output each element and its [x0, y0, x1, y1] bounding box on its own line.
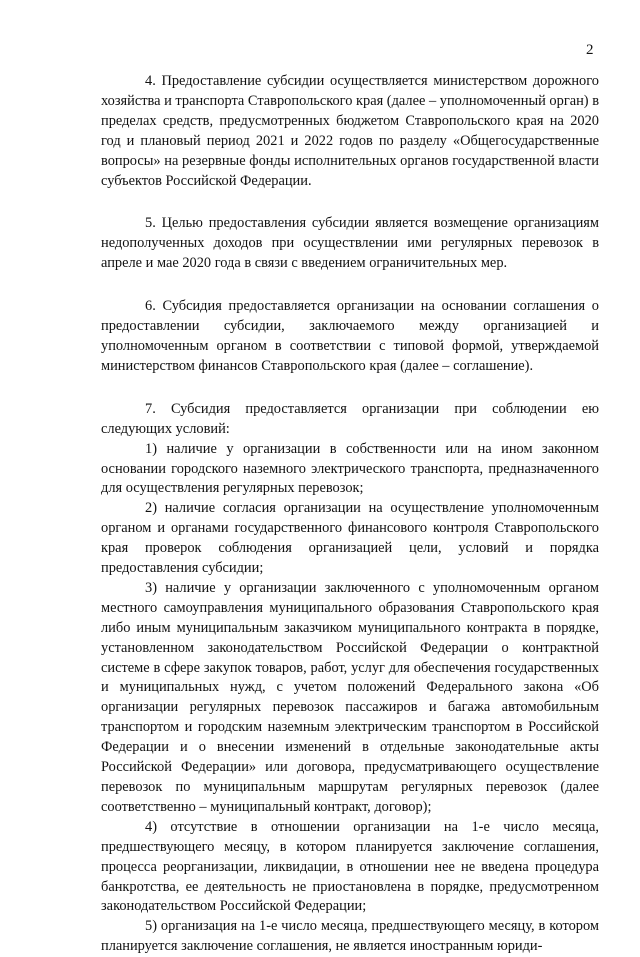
paragraph-5: 5. Целью предоставления субсидии является возмещение организациям недополученных доходов при осуществлении ими регулярных перевозок в апреле и мае 2020 года в связи с введением ограничительных мер. [101, 215, 599, 272]
paragraph-4: 4. Предоставление субсидии осуществляется министерством дорожного хозяйства и транспорта Ставропольского края (далее – уполномоченный орган) в пределах средств, предусмотренных бюджетом Ставропольского края на 2020 год и плановый период 2021 и 2022 годов по разделу «Общегосударственные вопросы» на резервные фонды исполнительных органов государственной власти субъектов Российской Федерации. [101, 73, 599, 189]
condition-2: 2) наличие согласия организации на осуществление уполномоченным органом и органами государственного финансового контроля Ставропольского края проверок соблюдения организацией цели, условий и порядка предоставления субсидии; [101, 500, 599, 577]
page-number: 2 [586, 42, 594, 58]
condition-1: 1) наличие у организации в собственности или на ином законном основании городского наземного электрического транспорта, предназначенного для осуществления регулярных перевозок; [101, 440, 599, 497]
document-body [101, 72, 599, 957]
paragraph-7: 7. Субсидия предоставляется организации при соблюдении ею следующих условий: [101, 400, 599, 437]
paragraph-6: 6. Субсидия предоставляется организации на основании соглашения о предоставлении субсидии, заключаемого между организацией и уполномоченным органом в соответствии с типовой формой, утверждаемой министерством финансов Ставропольского края (далее – соглашение). [101, 298, 599, 374]
condition-4: 4) отсутствие в отношении организации на 1-е число месяца, предшествующего месяцу, в котором планируется заключение соглашения, процесса реорганизации, ликвидации, в отношении нее не введена процедура банкротства, ее деятельность не приостановлена в порядке, предусмотренном законодательством Российской Федерации; [101, 818, 599, 915]
condition-5: 5) организация на 1-е число месяца, предшествующего месяцу, в котором планируется заключение соглашения, не является иностранным юриди- [101, 918, 599, 955]
condition-3: 3) наличие у организации заключенного с уполномоченным органом местного самоуправления муниципального образования Ставропольского края либо иным муниципальным заказчиком муниципального контракта в порядке, установленном законодательством Российской Федерации о контрактной системе в сфере закупок товаров, работ, услуг для обеспечения государственных и муниципальных нужд, с учетом положений Федерального закона «Об организации регулярных перевозок пассажиров и багажа автомобильным транспортом и городским наземным электрическим транспортом в Российской Федерации и о внесении изменений в отдельные законодательные акты Российской Федерации» или договора, предусматривающего осуществление перевозок по муниципальным маршрутам регулярных перевозок (далее соответственно – муниципальный контракт, договор); [101, 579, 599, 815]
